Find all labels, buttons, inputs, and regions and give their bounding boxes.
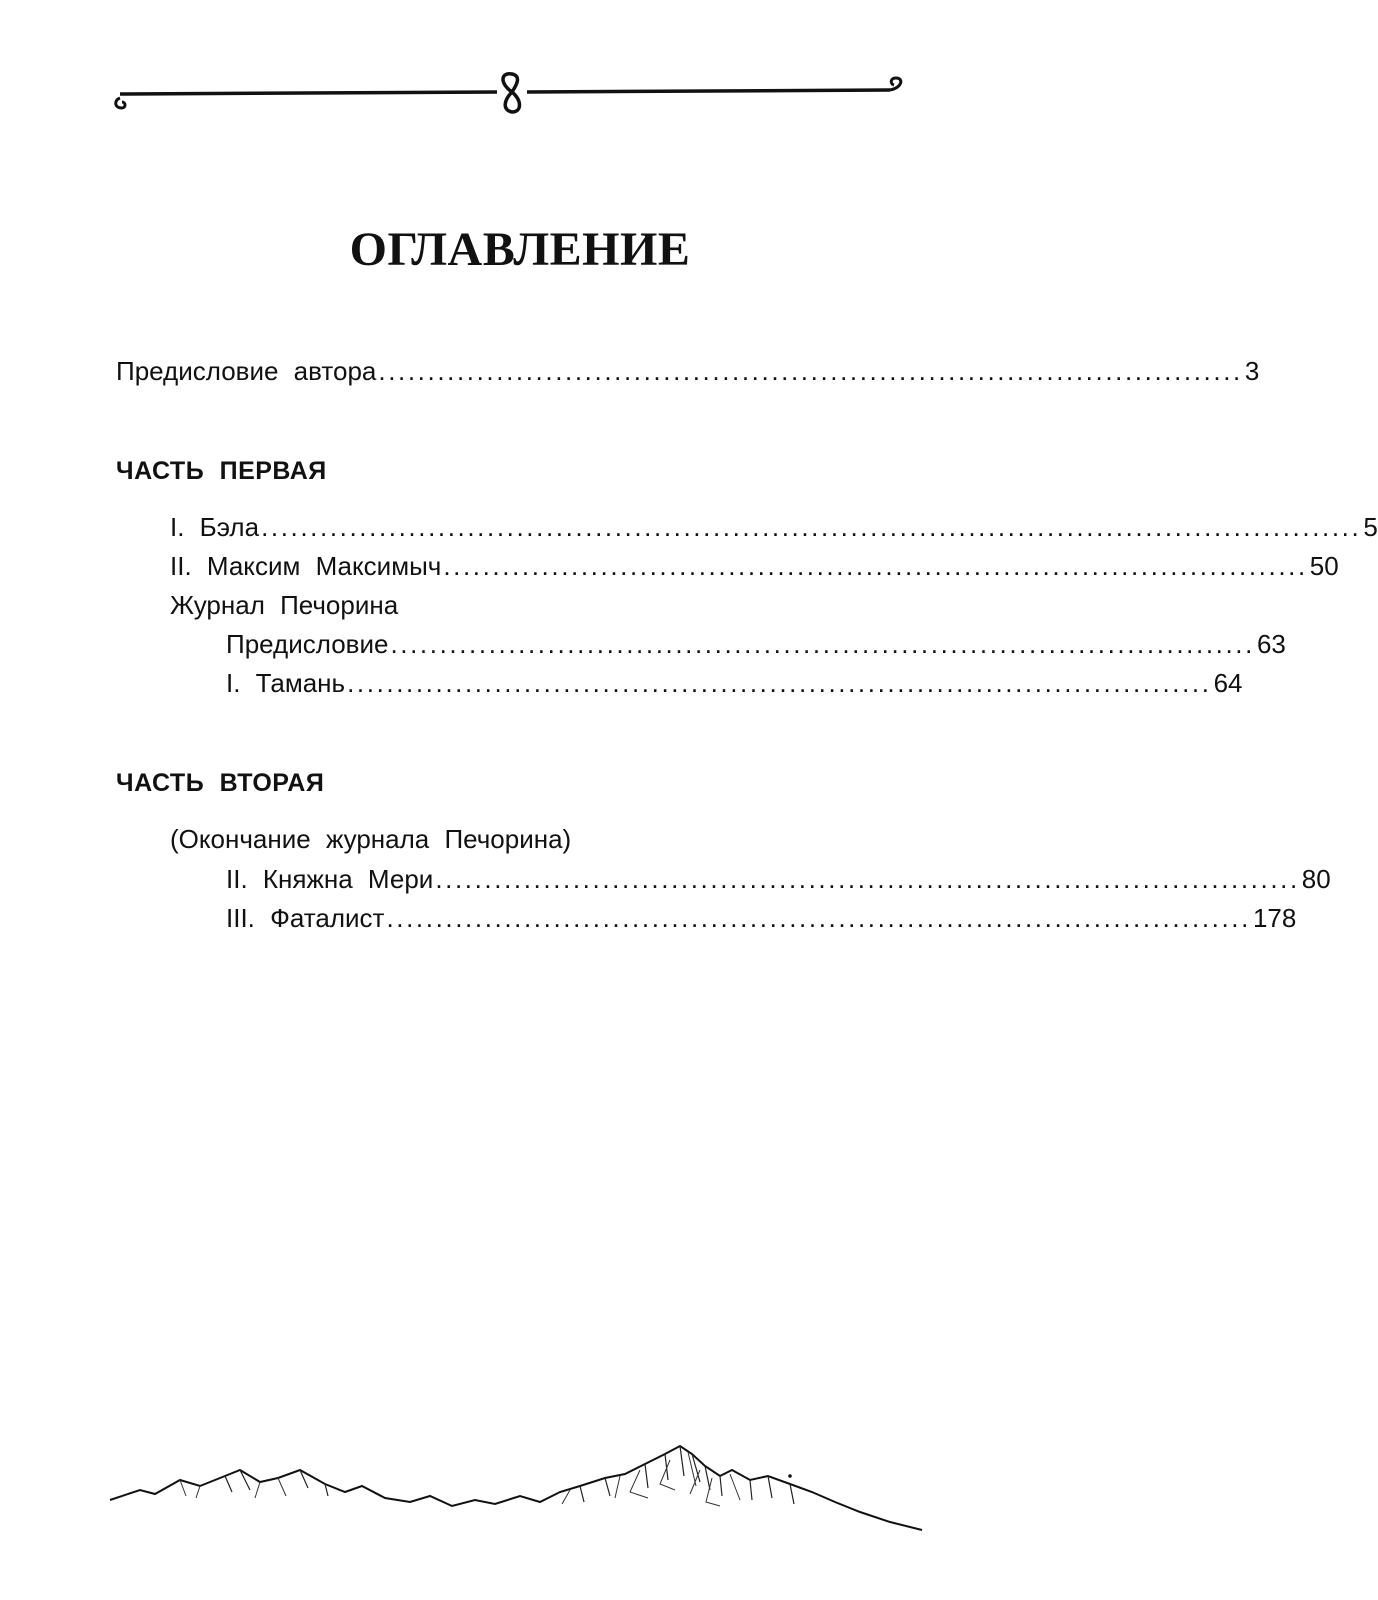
toc-subheading-journal-end: (Окончание журнала Печорина): [170, 824, 572, 854]
mountains-illustration-icon: [100, 1440, 930, 1550]
toc-entry-maksim-maksimych[interactable]: [170, 551, 1339, 581]
toc-entry-label: Предисловие: [226, 629, 389, 659]
toc-subheading-pechorin-journal: Журнал Печорина: [170, 590, 399, 620]
toc-page-number: 50: [1309, 551, 1339, 581]
toc-entry-preface[interactable]: [116, 356, 1260, 386]
ornament-divider-icon: [112, 70, 922, 130]
part-one-heading: ЧАСТЬ ПЕРВАЯ: [116, 457, 327, 485]
toc-page-number: 178: [1252, 903, 1297, 933]
toc-dot-leader: ........................................................................................: [390, 629, 1255, 659]
toc-dot-leader: ........................................................................................: [378, 356, 1243, 386]
toc-dot-leader: ........................................................................................: [347, 668, 1212, 698]
toc-entry-bela[interactable]: [170, 512, 1378, 542]
toc-page-number: 5: [1363, 512, 1378, 542]
toc-entry-label: I. Тамань: [226, 668, 346, 698]
toc-entry-princess-mary[interactable]: [226, 864, 1331, 894]
toc-entry-journal-preface[interactable]: [226, 629, 1286, 659]
toc-page-number: 64: [1213, 668, 1243, 698]
toc-page-number: 63: [1256, 629, 1286, 659]
toc-page-number: 80: [1301, 864, 1331, 894]
toc-page-number: 3: [1244, 356, 1260, 386]
toc-dot-leader: ................................................................................................................: [261, 512, 1362, 542]
toc-dot-leader: ........................................................................................: [386, 903, 1251, 933]
page-title: ОГЛАВЛЕНИЕ: [349, 223, 691, 276]
toc-entry-label: I. Бэла: [170, 512, 260, 542]
toc-entry-label: III. Фаталист: [226, 903, 385, 933]
toc-dot-leader: ........................................................................................: [443, 551, 1308, 581]
toc-entry-label: Предисловие автора: [116, 356, 377, 386]
part-two-heading: ЧАСТЬ ВТОРАЯ: [116, 769, 325, 797]
toc-entry-fatalist[interactable]: [226, 903, 1297, 933]
toc-entry-taman[interactable]: [226, 668, 1243, 698]
toc-entry-label: II. Княжна Мери: [226, 864, 434, 894]
toc-dot-leader: ........................................................................................: [435, 864, 1300, 894]
toc-entry-label: II. Максим Максимыч: [170, 551, 442, 581]
